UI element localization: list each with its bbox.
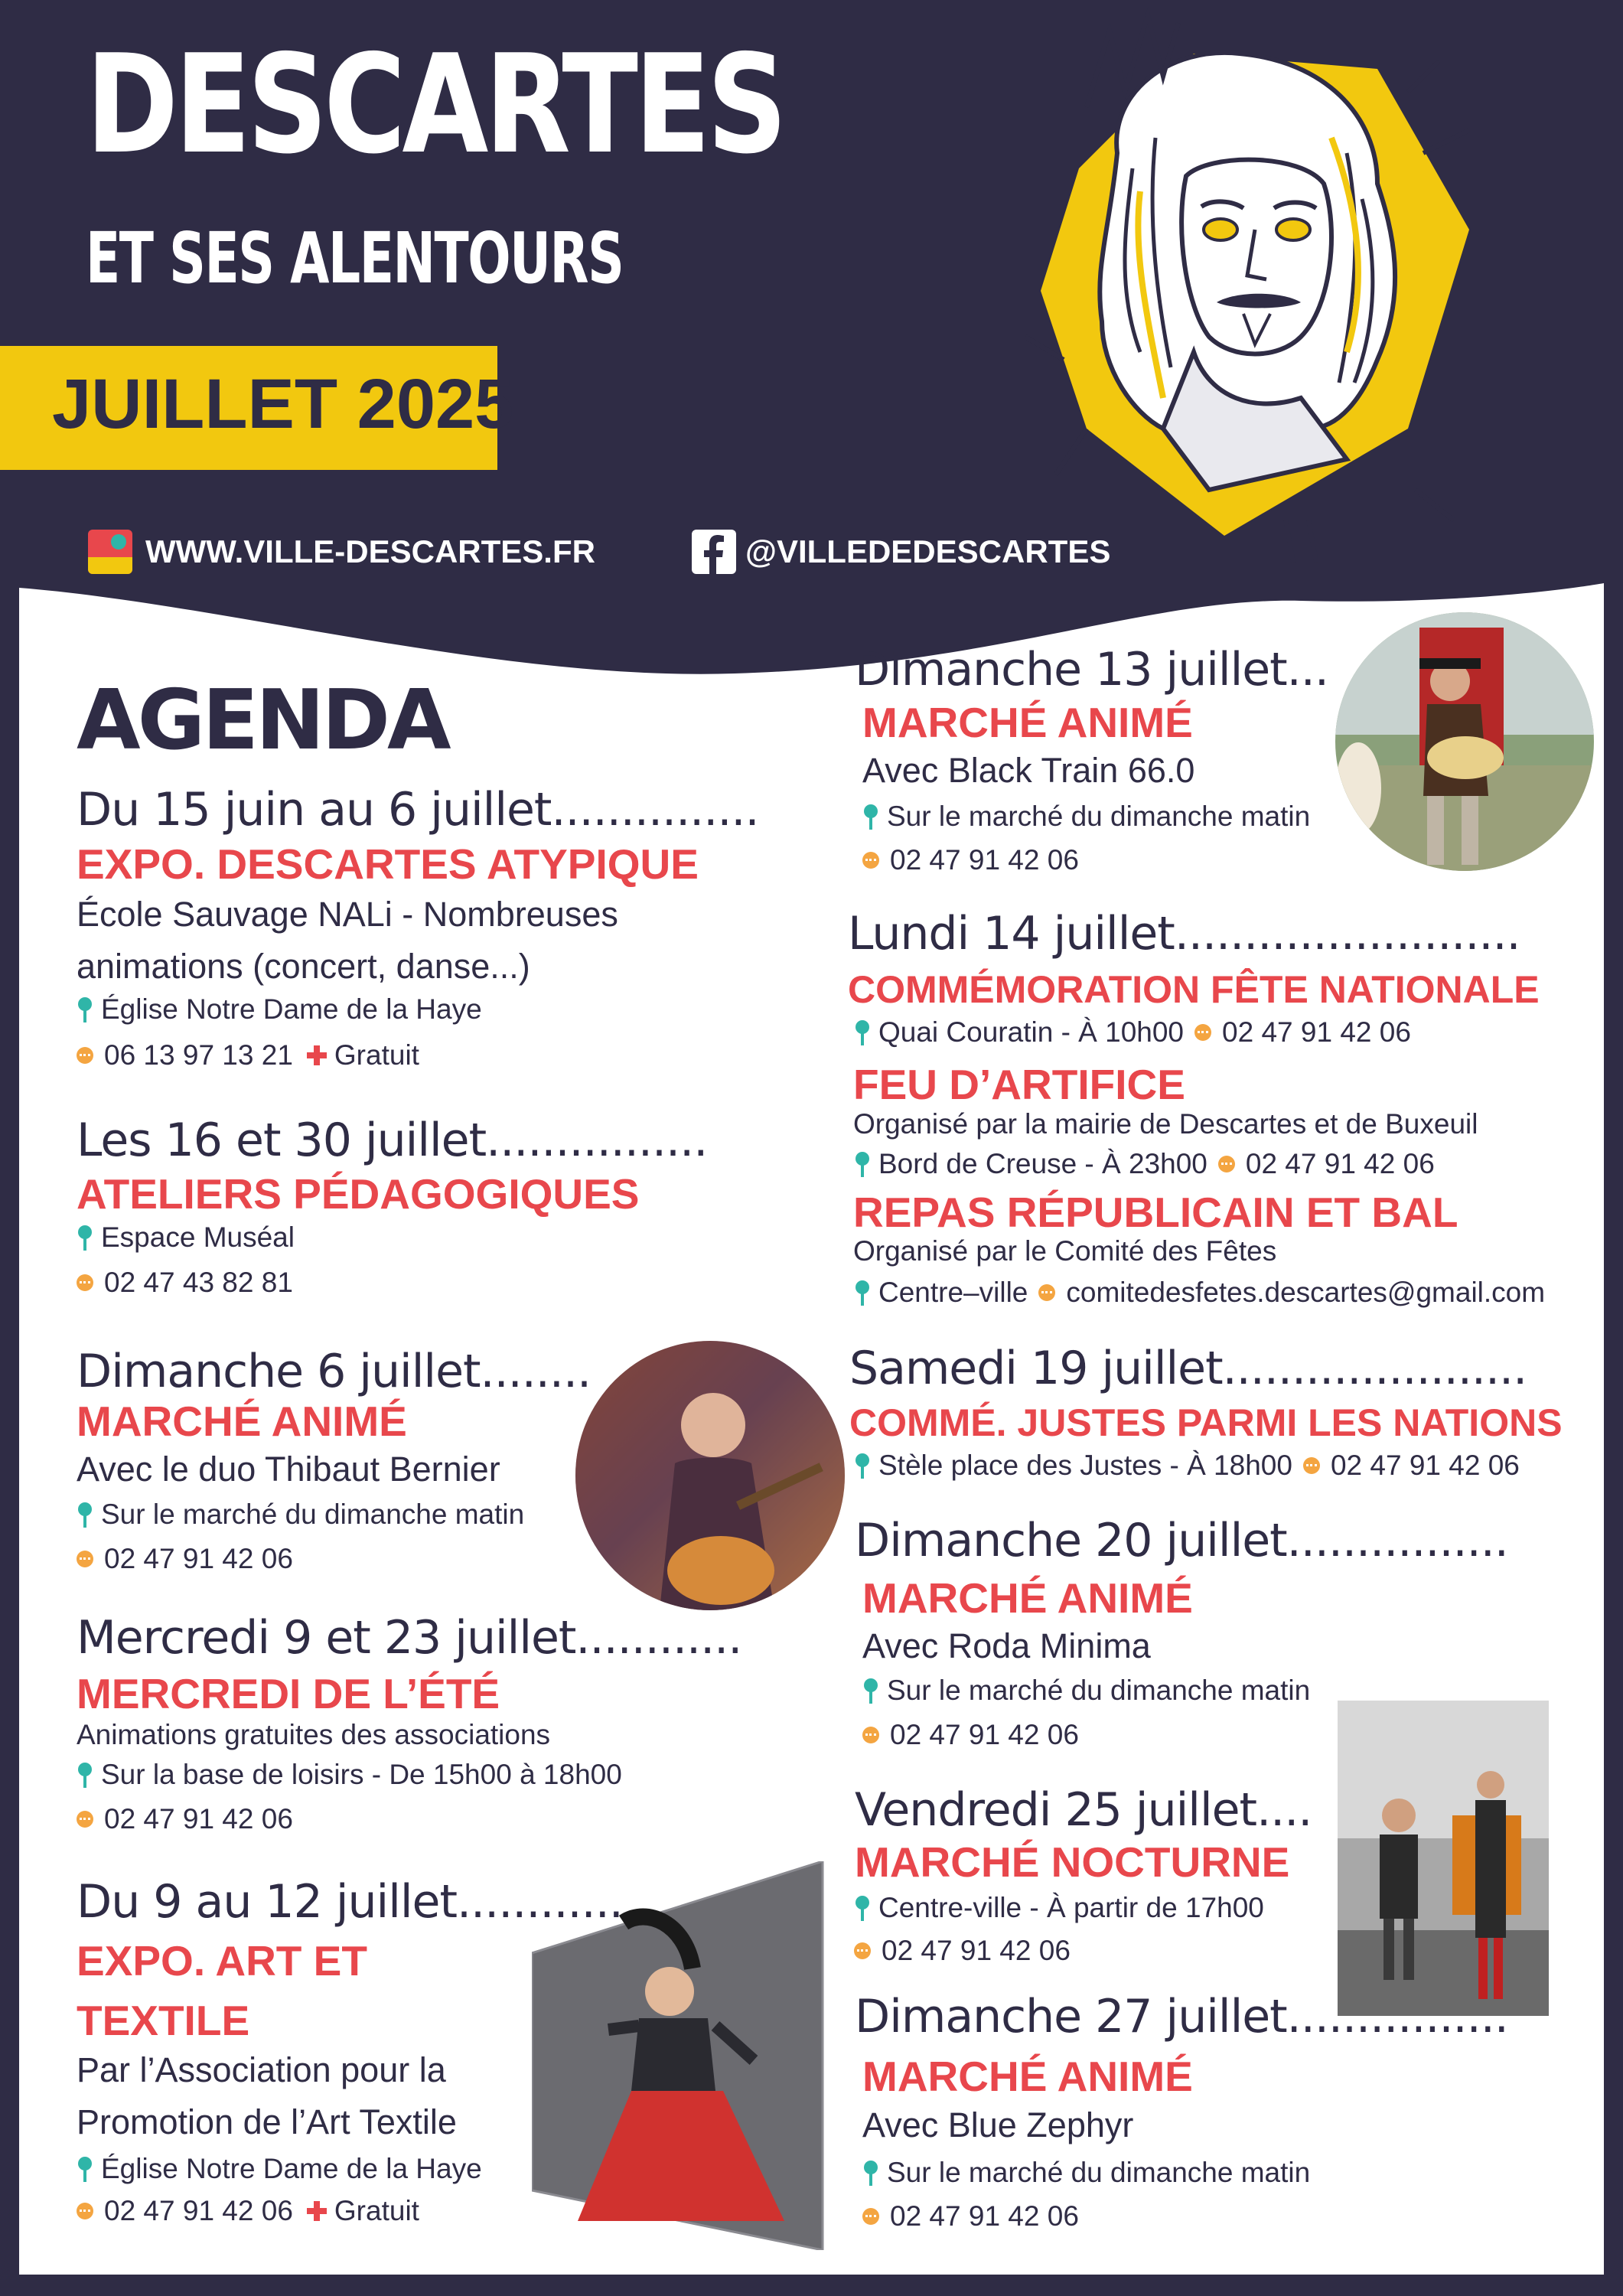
- event-title: EXPO. DESCARTES ATYPIQUE: [77, 840, 699, 888]
- event-location: [862, 2158, 1310, 2187]
- location-text: Stèle place des Justes - À 18h00: [878, 1450, 1292, 1481]
- page-subtitle: ET SES ALENTOURS: [86, 217, 624, 299]
- event-title: ATELIERS PÉDAGOGIQUES: [77, 1170, 640, 1218]
- event-location-contact: [854, 1451, 1520, 1479]
- phone-icon: [77, 2203, 93, 2219]
- event-location: [77, 1760, 622, 1789]
- event-description: Animations gratuites des associations: [77, 1719, 551, 1750]
- phone-number: 02 47 91 42 06: [1222, 1016, 1411, 1048]
- event-title: COMMÉ. JUSTES PARMI LES NATIONS: [849, 1401, 1563, 1444]
- event-contact: [77, 1805, 293, 1833]
- location-text: Bord de Creuse - À 23h00: [878, 1148, 1207, 1179]
- free-ticket-icon: [307, 1045, 327, 1065]
- descartes-portrait-illustration: [979, 0, 1484, 566]
- event-description: Promotion de l’Art Textile: [77, 2102, 457, 2141]
- event-photo-roda-minima: [1338, 1701, 1549, 2016]
- event-location: [862, 802, 1310, 830]
- phone-number: 02 47 91 42 06: [104, 1543, 293, 1574]
- location-pin-icon: [862, 2160, 879, 2186]
- event-description: Avec Blue Zephyr: [862, 2105, 1134, 2144]
- event-date: Du 15 juin au 6 juillet...............: [77, 783, 759, 837]
- event-contact: [862, 1720, 1079, 1749]
- phone-icon: [1218, 1156, 1235, 1172]
- event-description: Organisé par la mairie de Descartes et de Buxeuil: [853, 1108, 1478, 1140]
- phone-icon: [77, 1274, 93, 1291]
- event-title: MARCHÉ ANIMÉ: [862, 699, 1193, 746]
- event-subtitle: FEU D’ARTIFICE: [853, 1061, 1185, 1108]
- event-description: Par l’Association pour la: [77, 2050, 446, 2089]
- event-date: Dimanche 13 juillet...: [855, 643, 1328, 696]
- event-contact: [77, 1041, 419, 1069]
- location-text: Centre–ville: [878, 1277, 1028, 1308]
- location-pin-icon: [854, 1151, 871, 1177]
- phone-icon: [862, 1727, 879, 1743]
- event-location: [854, 1893, 1264, 1922]
- event-date: Du 9 au 12 juillet............: [77, 1875, 623, 1929]
- event-date: Mercredi 9 et 23 juillet............: [77, 1611, 742, 1665]
- location-text: Sur la base de loisirs - De 15h00 à 18h00: [101, 1759, 622, 1790]
- email-address[interactable]: comitedesfetes.descartes@gmail.com: [1066, 1277, 1546, 1308]
- event-contact: [854, 1936, 1071, 1965]
- event-description: animations (concert, danse...): [77, 947, 530, 986]
- event-title: MERCREDI DE L’ÉTÉ: [77, 1670, 500, 1717]
- event-title: EXPO. ART ET: [77, 1937, 367, 1985]
- location-text: Sur le marché du dimanche matin: [101, 1499, 525, 1530]
- phone-icon: [1303, 1457, 1320, 1474]
- event-date: Lundi 14 juillet.........................: [848, 907, 1520, 960]
- event-description: École Sauvage NALi - Nombreuses: [77, 895, 618, 934]
- location-pin-icon: [854, 1895, 871, 1921]
- event-description: Avec Black Train 66.0: [862, 751, 1195, 790]
- event-photo-black-train: [1335, 612, 1594, 871]
- event-location: [862, 1676, 1310, 1704]
- phone-number: 02 47 91 42 06: [104, 2195, 293, 2226]
- event-location-contact: [854, 1278, 1545, 1306]
- event-title: MARCHÉ ANIMÉ: [862, 2053, 1193, 2100]
- event-contact: [77, 2197, 419, 2225]
- event-location-contact: [854, 1150, 1435, 1178]
- location-pin-icon: [77, 996, 93, 1022]
- phone-icon: [1194, 1024, 1211, 1041]
- month-label: JUILLET 2025: [52, 365, 514, 443]
- phone-icon: [854, 1942, 871, 1959]
- phone-icon: [77, 1551, 93, 1567]
- event-location: [77, 1223, 295, 1251]
- event-location: [77, 2154, 482, 2183]
- location-text: Sur le marché du dimanche matin: [887, 801, 1311, 832]
- event-title: MARCHÉ ANIMÉ: [862, 1574, 1193, 1622]
- phone-icon: [77, 1811, 93, 1828]
- event-contact: [77, 1268, 293, 1296]
- event-contact: [77, 1544, 293, 1573]
- phone-number: 02 47 43 82 81: [104, 1267, 293, 1298]
- location-pin-icon: [77, 1762, 93, 1788]
- event-date: Vendredi 25 juillet....: [855, 1783, 1312, 1837]
- location-text: Église Notre Dame de la Haye: [101, 2153, 482, 2184]
- phone-number: 02 47 91 42 06: [890, 2200, 1079, 2232]
- phone-icon: [77, 1047, 93, 1064]
- phone-icon: [862, 852, 879, 869]
- location-text: Espace Muséal: [101, 1221, 295, 1253]
- phone-number: 02 47 91 42 06: [890, 844, 1079, 876]
- phone-number: 02 47 91 42 06: [890, 1719, 1079, 1750]
- location-pin-icon: [854, 1453, 871, 1479]
- location-pin-icon: [862, 1678, 879, 1704]
- location-pin-icon: [854, 1019, 871, 1045]
- location-text: Sur le marché du dimanche matin: [887, 1675, 1311, 1706]
- event-title: MARCHÉ NOCTURNE: [855, 1838, 1290, 1886]
- event-contact: [862, 846, 1079, 874]
- event-contact: [862, 2202, 1079, 2230]
- free-label: Gratuit: [334, 1039, 419, 1071]
- event-date: Dimanche 27 juillet................: [855, 1990, 1508, 2043]
- location-pin-icon: [854, 1280, 871, 1306]
- website-link[interactable]: WWW.VILLE-DESCARTES.FR: [145, 533, 595, 569]
- location-pin-icon: [77, 2156, 93, 2182]
- event-location: [77, 1500, 524, 1528]
- event-date: Dimanche 20 juillet................: [855, 1514, 1508, 1567]
- event-description: Organisé par le Comité des Fêtes: [853, 1235, 1277, 1267]
- phone-number: 02 47 91 42 06: [882, 1935, 1071, 1966]
- email-icon: [1038, 1284, 1055, 1301]
- event-date: Dimanche 6 juillet........: [77, 1345, 592, 1398]
- phone-icon: [862, 2208, 879, 2225]
- location-pin-icon: [77, 1502, 93, 1528]
- event-description: Avec Roda Minima: [862, 1626, 1151, 1665]
- event-location-contact: [854, 1018, 1411, 1046]
- event-photo-textile-art: [532, 1861, 826, 2250]
- phone-number: 02 47 91 42 06: [1330, 1450, 1520, 1481]
- location-text: Église Notre Dame de la Haye: [101, 993, 482, 1025]
- event-photo-guitarist: [575, 1341, 845, 1610]
- location-pin-icon: [77, 1225, 93, 1251]
- event-title: TEXTILE: [77, 1997, 250, 2044]
- event-subtitle: REPAS RÉPUBLICAIN ET BAL: [853, 1189, 1458, 1236]
- free-label: Gratuit: [334, 2195, 419, 2226]
- page-title: DESCARTES: [86, 25, 784, 184]
- facebook-link[interactable]: @VILLEDEDESCARTES: [745, 533, 1111, 569]
- phone-number: 06 13 97 13 21: [104, 1039, 293, 1071]
- event-title: MARCHÉ ANIMÉ: [77, 1397, 407, 1445]
- location-text: Sur le marché du dimanche matin: [887, 2157, 1311, 2188]
- event-location: [77, 995, 482, 1023]
- phone-number: 02 47 91 42 06: [104, 1803, 293, 1835]
- location-text: Centre-ville - À partir de 17h00: [878, 1892, 1264, 1923]
- event-description: Avec le duo Thibaut Bernier: [77, 1450, 500, 1489]
- event-title: COMMÉMORATION FÊTE NATIONALE: [848, 968, 1540, 1011]
- event-date: Les 16 et 30 juillet................: [77, 1114, 708, 1167]
- free-ticket-icon: [307, 2201, 327, 2221]
- location-text: Quai Couratin - À 10h00: [878, 1016, 1185, 1048]
- location-pin-icon: [862, 804, 879, 830]
- agenda-heading: AGENDA: [77, 673, 448, 768]
- event-date: Samedi 19 juillet......................: [849, 1342, 1527, 1395]
- phone-number: 02 47 91 42 06: [1245, 1148, 1435, 1179]
